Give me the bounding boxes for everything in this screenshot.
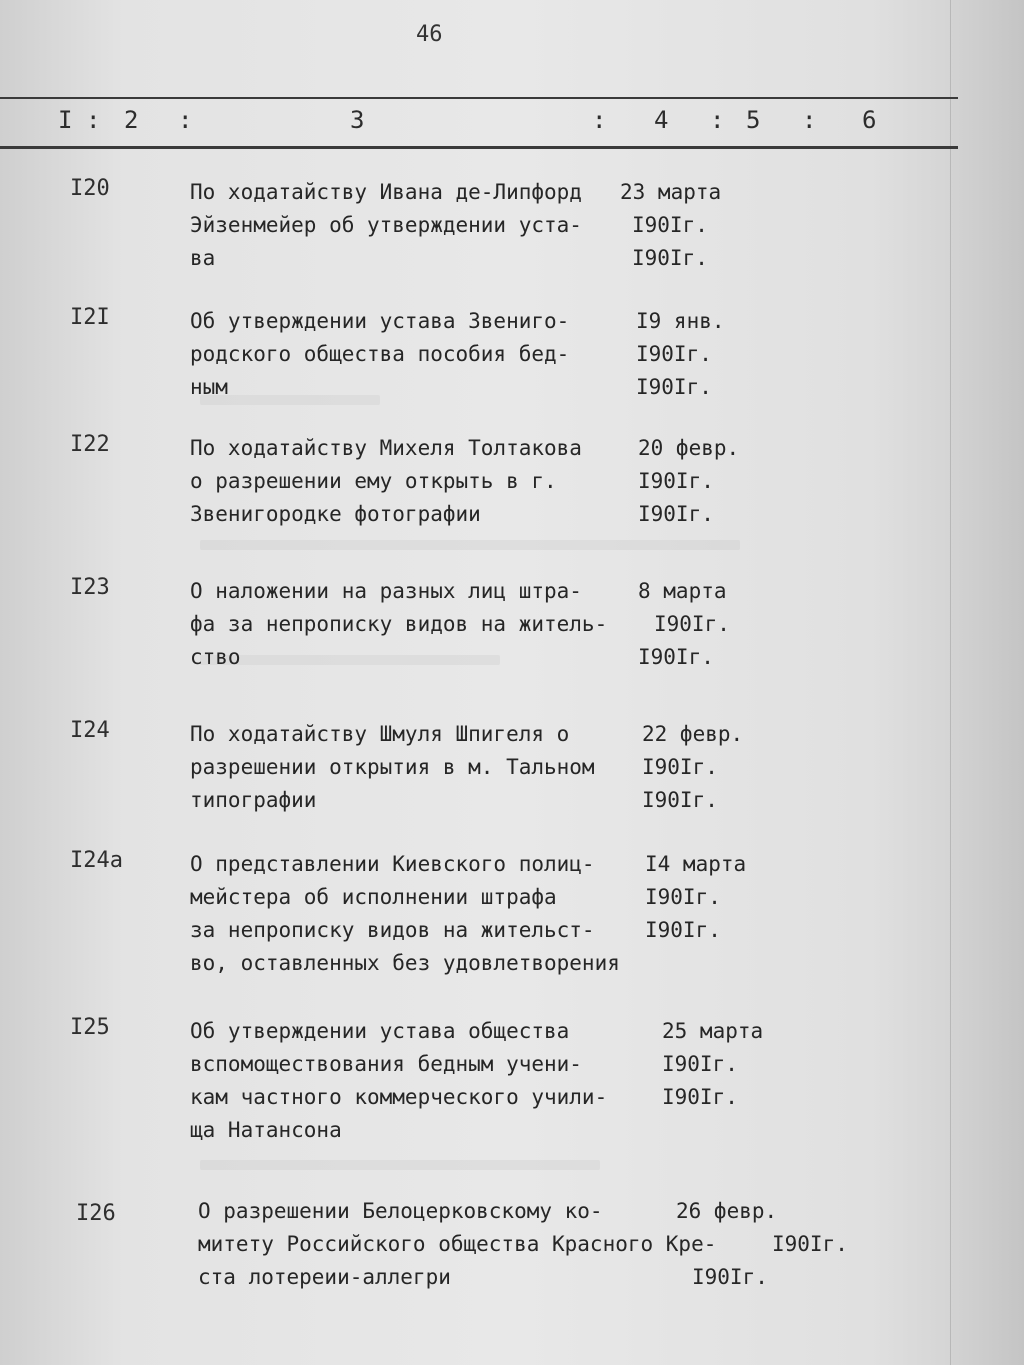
date-line: 26 февр.	[676, 1199, 778, 1223]
entry-dates	[645, 848, 746, 947]
date-line: I90Iг.	[645, 918, 721, 942]
column-number: I	[58, 106, 73, 134]
description-line: о разрешении ему открыть в г.	[190, 469, 557, 493]
entry-dates	[638, 432, 739, 531]
description-line: О разрешении Белоцерковскому ко-	[198, 1199, 603, 1223]
entry-dates	[642, 718, 743, 817]
entry-description	[190, 718, 595, 817]
date-line: I90Iг.	[638, 502, 714, 526]
bleed-through-mark	[200, 540, 740, 550]
date-line: I90Iг.	[636, 342, 712, 366]
column-separator: :	[710, 106, 725, 134]
description-line: Об утверждении устава общества	[190, 1019, 570, 1043]
column-separator: :	[802, 106, 817, 134]
column-number: 4	[654, 106, 669, 134]
description-line: Эйзенмейер об утверждении уста-	[190, 213, 582, 237]
date-line: I90Iг.	[632, 246, 708, 270]
description-line: По ходатайству Михеля Толтакова	[190, 436, 582, 460]
description-line: разрешении открытия в м. Тальном	[190, 755, 595, 779]
description-line: родского общества пособия бед-	[190, 342, 570, 366]
date-line: I90Iг.	[642, 788, 718, 812]
date-line: I90Iг.	[662, 1085, 738, 1109]
description-line: О наложении на разных лиц штра-	[190, 579, 582, 603]
column-number: 6	[862, 106, 877, 134]
entry-number: I25	[70, 1015, 110, 1040]
entry-description	[190, 432, 582, 531]
description-line: ва	[190, 246, 216, 270]
description-line: О представлении Киевского полиц-	[190, 852, 595, 876]
entry-dates	[636, 305, 725, 404]
entry-number: I22	[70, 432, 110, 457]
date-line: 23 марта	[620, 180, 722, 204]
date-line: I90Iг.	[645, 885, 721, 909]
entry-number: I26	[76, 1201, 116, 1226]
column-number: 5	[746, 106, 761, 134]
column-separator: :	[86, 106, 101, 134]
entry-number: I2I	[70, 305, 110, 330]
date-line: I90Iг.	[642, 755, 718, 779]
description-line: ста лотереии-аллегри	[198, 1265, 451, 1289]
entry-number: I20	[70, 176, 110, 201]
description-line: кам частного коммерческого учили-	[190, 1085, 608, 1109]
description-line: мейстера об исполнении штрафа	[190, 885, 557, 909]
header-rule-bottom	[0, 146, 958, 149]
entry-number: I23	[70, 575, 110, 600]
description-line: Звенигородке фотографии	[190, 502, 481, 526]
header-rule-top	[0, 97, 958, 99]
entry-number: I24а	[70, 848, 123, 873]
description-line: По ходатайству Ивана де-Липфорд	[190, 180, 582, 204]
date-line: I90Iг.	[662, 1052, 738, 1076]
next-page-edge	[950, 0, 1024, 1365]
description-line: во, оставленных без удовлетворения	[190, 951, 620, 975]
page-number: 46	[416, 22, 443, 47]
date-line: 25 марта	[662, 1019, 764, 1043]
entry-dates	[692, 1261, 768, 1294]
date-line: I90Iг.	[638, 645, 714, 669]
date-line: I4 марта	[645, 852, 747, 876]
column-number: 3	[350, 106, 365, 134]
date-line: I90Iг.	[638, 469, 714, 493]
entry-dates	[638, 575, 730, 674]
description-line: ща Натансона	[190, 1118, 342, 1142]
date-line: I90Iг.	[636, 375, 712, 399]
entry-dates	[772, 1228, 848, 1261]
date-line: I90Iг.	[654, 612, 730, 636]
column-separator: :	[178, 106, 193, 134]
description-line: митету Российского общества Красного Кре-	[198, 1232, 717, 1256]
entry-description	[190, 1015, 607, 1147]
date-line: I9 янв.	[636, 309, 725, 333]
date-line: I90Iг.	[692, 1265, 768, 1289]
description-line: ным	[190, 375, 228, 399]
date-line: 22 февр.	[642, 722, 744, 746]
date-line: 8 марта	[638, 579, 727, 603]
description-line: типографии	[190, 788, 317, 812]
description-line: фа за непрописку видов на житель-	[190, 612, 608, 636]
entry-description	[190, 848, 620, 980]
date-line: I90Iг.	[772, 1232, 848, 1256]
description-line: Об утверждении устава Звениго-	[190, 309, 570, 333]
entry-description	[190, 305, 569, 404]
description-line: за непрописку видов на жительст-	[190, 918, 595, 942]
date-line: 20 февр.	[638, 436, 740, 460]
entry-description	[198, 1195, 716, 1294]
description-line: вспомоществования бедным учени-	[190, 1052, 582, 1076]
column-number: 2	[124, 106, 139, 134]
entry-description	[190, 575, 607, 674]
entry-dates	[662, 1015, 763, 1114]
description-line: ство	[190, 645, 241, 669]
date-line: I90Iг.	[632, 213, 708, 237]
entry-number: I24	[70, 718, 110, 743]
entry-dates	[620, 176, 721, 275]
bleed-through-mark	[200, 1160, 600, 1170]
entry-dates	[676, 1195, 777, 1228]
description-line: По ходатайству Шмуля Шпигеля о	[190, 722, 570, 746]
entry-description	[190, 176, 582, 275]
column-separator: :	[592, 106, 607, 134]
